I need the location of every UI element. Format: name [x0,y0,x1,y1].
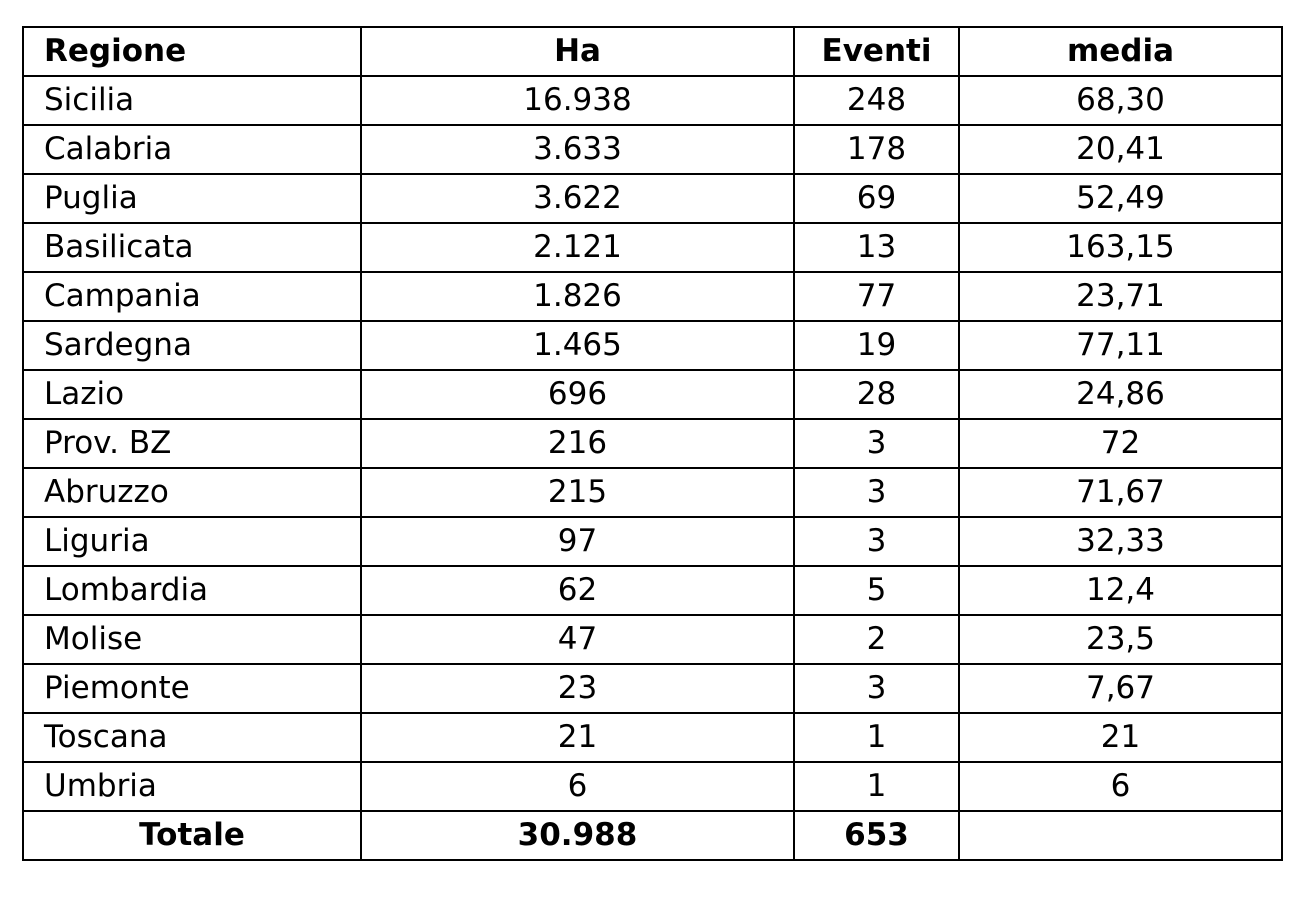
table-row [23,125,1282,174]
cell-regione: Toscana [23,713,361,762]
header-media: media [959,27,1282,76]
cell-ha: 6 [361,762,794,811]
cell-ha: 62 [361,566,794,615]
table-row [23,321,1282,370]
regions-data-table [22,26,1283,861]
cell-media: 24,86 [959,370,1282,419]
cell-regione: Lazio [23,370,361,419]
table-row [23,76,1282,125]
cell-media: 32,33 [959,517,1282,566]
cell-ha: 1.465 [361,321,794,370]
cell-media: 12,4 [959,566,1282,615]
cell-ha: 3.633 [361,125,794,174]
cell-ha: 21 [361,713,794,762]
cell-eventi: 3 [794,517,959,566]
cell-regione: Abruzzo [23,468,361,517]
table-row [23,223,1282,272]
cell-media: 68,30 [959,76,1282,125]
total-ha: 30.988 [361,811,794,860]
table-row [23,664,1282,713]
cell-regione: Basilicata [23,223,361,272]
cell-eventi: 3 [794,419,959,468]
cell-media: 77,11 [959,321,1282,370]
cell-eventi: 3 [794,664,959,713]
cell-ha: 16.938 [361,76,794,125]
cell-ha: 1.826 [361,272,794,321]
table-row [23,517,1282,566]
table-row [23,419,1282,468]
cell-eventi: 178 [794,125,959,174]
total-media [959,811,1282,860]
cell-ha: 2.121 [361,223,794,272]
cell-eventi: 3 [794,468,959,517]
header-eventi: Eventi [794,27,959,76]
cell-media: 163,15 [959,223,1282,272]
table-row [23,272,1282,321]
cell-eventi: 69 [794,174,959,223]
cell-regione: Umbria [23,762,361,811]
cell-regione: Calabria [23,125,361,174]
cell-regione: Sardegna [23,321,361,370]
cell-eventi: 5 [794,566,959,615]
cell-media: 52,49 [959,174,1282,223]
table-row [23,174,1282,223]
cell-eventi: 13 [794,223,959,272]
table-row [23,566,1282,615]
cell-regione: Sicilia [23,76,361,125]
cell-ha: 47 [361,615,794,664]
cell-media: 23,71 [959,272,1282,321]
table-row [23,615,1282,664]
table-row [23,468,1282,517]
cell-eventi: 28 [794,370,959,419]
cell-ha: 97 [361,517,794,566]
header-regione: Regione [23,27,361,76]
cell-regione: Prov. BZ [23,419,361,468]
cell-media: 71,67 [959,468,1282,517]
cell-ha: 3.622 [361,174,794,223]
header-ha: Ha [361,27,794,76]
cell-eventi: 19 [794,321,959,370]
cell-media: 6 [959,762,1282,811]
table-header-row [23,27,1282,76]
cell-eventi: 248 [794,76,959,125]
cell-media: 7,67 [959,664,1282,713]
cell-ha: 696 [361,370,794,419]
cell-ha: 216 [361,419,794,468]
table-body [23,76,1282,811]
table-row [23,762,1282,811]
total-eventi: 653 [794,811,959,860]
cell-media: 23,5 [959,615,1282,664]
cell-regione: Piemonte [23,664,361,713]
cell-media: 20,41 [959,125,1282,174]
cell-media: 72 [959,419,1282,468]
cell-eventi: 2 [794,615,959,664]
cell-ha: 23 [361,664,794,713]
total-label: Totale [23,811,361,860]
cell-regione: Molise [23,615,361,664]
cell-eventi: 77 [794,272,959,321]
cell-regione: Lombardia [23,566,361,615]
table-row [23,713,1282,762]
cell-media: 21 [959,713,1282,762]
cell-regione: Campania [23,272,361,321]
cell-regione: Liguria [23,517,361,566]
cell-eventi: 1 [794,713,959,762]
cell-eventi: 1 [794,762,959,811]
cell-ha: 215 [361,468,794,517]
total-row [23,811,1282,860]
table-row [23,370,1282,419]
cell-regione: Puglia [23,174,361,223]
